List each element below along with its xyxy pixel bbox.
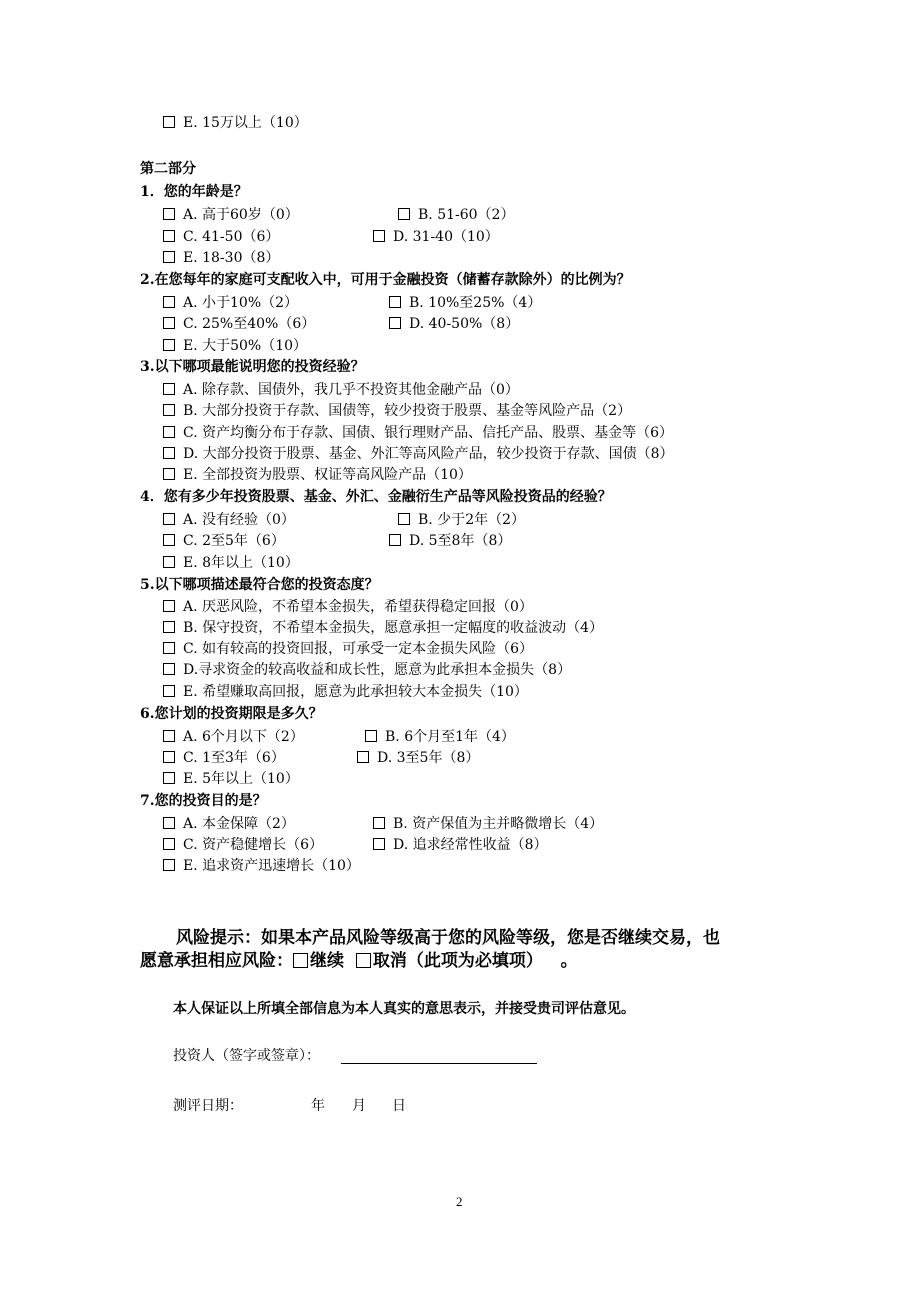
cancel-option[interactable]: 取消（此项为必填项） — [356, 951, 543, 971]
risk-notice-line1: 风险提示：如果本产品风险等级高于您的风险等级，您是否继续交易，也 — [176, 928, 720, 948]
question-6-title: 6.您计划的投资期限是多久？ — [140, 706, 323, 722]
checkbox[interactable] — [365, 730, 377, 742]
q1-option-d[interactable]: D. 31-40（10） — [373, 229, 499, 245]
checkbox[interactable] — [163, 621, 175, 633]
question-3-title: 3.以下哪项最能说明您的投资经验？ — [140, 359, 365, 375]
q3-option-d[interactable]: D. 大部分投资于股票、基金、外汇等高风险产品，较少投资于存款、国债（8） — [163, 446, 674, 462]
date-year: 年 — [311, 1098, 325, 1114]
checkbox[interactable] — [163, 534, 175, 546]
checkbox[interactable] — [163, 600, 175, 612]
checkbox[interactable] — [163, 251, 175, 263]
q2-option-e[interactable]: E. 大于50%（10） — [163, 338, 307, 354]
question-7-title: 7.您的投资目的是？ — [140, 793, 267, 809]
checkbox[interactable] — [163, 730, 175, 742]
checkbox[interactable] — [293, 953, 308, 968]
q6-option-b[interactable]: B. 6个月至1年（4） — [365, 729, 515, 745]
q3-option-e[interactable]: E. 全部投资为股票、权证等高风险产品（10） — [163, 467, 472, 483]
checkbox[interactable] — [357, 751, 369, 763]
checkbox[interactable] — [356, 953, 371, 968]
checkbox[interactable] — [163, 383, 175, 395]
checkbox[interactable] — [389, 317, 401, 329]
q4-option-a[interactable]: A. 没有经验（0） — [163, 512, 295, 528]
risk-notice-prefix: 愿意承担相应风险： — [140, 951, 293, 971]
signature-label: 投资人（签字或签章）： — [173, 1048, 320, 1064]
q5-option-c[interactable]: C. 如有较高的投资回报，可承受一定本金损失风险（6） — [163, 641, 533, 657]
question-2-title: 2.在您每年的家庭可支配收入中，可用于金融投资（储蓄存款除外）的比例为？ — [140, 272, 631, 288]
date-day: 日 — [392, 1098, 406, 1114]
checkbox[interactable] — [163, 404, 175, 416]
q4-option-e[interactable]: E. 8年以上（10） — [163, 555, 299, 571]
checkbox[interactable] — [163, 751, 175, 763]
q2-option-a[interactable]: A. 小于10%（2） — [163, 295, 298, 311]
q4-option-d[interactable]: D. 5至8年（8） — [389, 533, 511, 549]
checkbox[interactable] — [163, 426, 175, 438]
checkbox[interactable] — [163, 468, 175, 480]
checkbox[interactable] — [163, 838, 175, 850]
page-number: 2 — [456, 1194, 463, 1209]
option-e-income[interactable]: E. 15万以上（10） — [163, 115, 308, 131]
pledge-statement: 本人保证以上所填全部信息为本人真实的意思表示，并接受贵司评估意见。 — [173, 1001, 635, 1017]
checkbox[interactable] — [373, 838, 385, 850]
question-5-title: 5.以下哪项描述最符合您的投资态度？ — [140, 577, 379, 593]
q1-option-a[interactable]: A. 高于60岁（0） — [163, 207, 299, 223]
checkbox[interactable] — [163, 772, 175, 784]
date-month: 月 — [352, 1098, 366, 1114]
q1-option-e[interactable]: E. 18-30（8） — [163, 250, 279, 266]
checkbox[interactable] — [163, 296, 175, 308]
checkbox[interactable] — [398, 513, 410, 525]
risk-notice-suffix: 。 — [560, 951, 578, 971]
q7-option-a[interactable]: A. 本金保障（2） — [163, 816, 295, 832]
q7-option-e[interactable]: E. 追求资产迅速增长（10） — [163, 858, 360, 874]
q1-option-b[interactable]: B. 51-60（2） — [398, 207, 514, 223]
date-label: 测评日期： — [173, 1098, 243, 1114]
question-1-title: 1．您的年龄是？ — [140, 184, 248, 200]
q1-option-c[interactable]: C. 41-50（6） — [163, 229, 279, 245]
q7-option-b[interactable]: B. 资产保值为主并略微增长（4） — [373, 816, 603, 832]
q2-option-d[interactable]: D. 40-50%（8） — [389, 316, 519, 332]
q4-option-c[interactable]: C. 2至5年（6） — [163, 533, 285, 549]
q6-option-c[interactable]: C. 1至3年（6） — [163, 750, 285, 766]
checkbox[interactable] — [163, 116, 175, 128]
q5-option-b[interactable]: B. 保守投资，不希望本金损失，愿意承担一定幅度的收益波动（4） — [163, 620, 603, 636]
checkbox[interactable] — [163, 556, 175, 568]
checkbox[interactable] — [163, 513, 175, 525]
question-4-title: 4．您有多少年投资股票、基金、外汇、金融衍生产品等风险投资品的经验？ — [140, 489, 612, 505]
risk-notice-line2 — [140, 951, 578, 971]
q7-option-d[interactable]: D. 追求经常性收益（8） — [373, 837, 548, 853]
signature-field[interactable] — [341, 1063, 537, 1064]
checkbox[interactable] — [163, 339, 175, 351]
checkbox[interactable] — [163, 230, 175, 242]
checkbox[interactable] — [373, 230, 385, 242]
q4-option-b[interactable]: B. 少于2年（2） — [398, 512, 525, 528]
checkbox[interactable] — [398, 208, 410, 220]
checkbox[interactable] — [163, 317, 175, 329]
checkbox[interactable] — [373, 817, 385, 829]
checkbox[interactable] — [163, 642, 175, 654]
q5-option-a[interactable]: A. 厌恶风险，不希望本金损失，希望获得稳定回报（0） — [163, 599, 533, 615]
q2-option-b[interactable]: B. 10%至25%（4） — [389, 295, 541, 311]
checkbox[interactable] — [163, 817, 175, 829]
q6-option-e[interactable]: E. 5年以上（10） — [163, 771, 299, 787]
q3-option-c[interactable]: C. 资产均衡分布于存款、国债、银行理财产品、信托产品、股票、基金等（6） — [163, 425, 673, 441]
checkbox[interactable] — [163, 208, 175, 220]
checkbox[interactable] — [163, 663, 175, 675]
checkbox[interactable] — [389, 296, 401, 308]
q3-option-a[interactable]: A. 除存款、国债外，我几乎不投资其他金融产品（0） — [163, 382, 519, 398]
q6-option-d[interactable]: D. 3至5年（8） — [357, 750, 479, 766]
q2-option-c[interactable]: C. 25%至40%（6） — [163, 316, 315, 332]
checkbox[interactable] — [389, 534, 401, 546]
q5-option-e[interactable]: E. 希望赚取高回报，愿意为此承担较大本金损失（10） — [163, 684, 528, 700]
q6-option-a[interactable]: A. 6个月以下（2） — [163, 729, 304, 745]
q3-option-b[interactable]: B. 大部分投资于存款、国债等，较少投资于股票、基金等风险产品（2） — [163, 403, 631, 419]
section-title: 第二部分 — [140, 161, 196, 177]
q5-option-d[interactable]: D.寻求资金的较高收益和成长性，愿意为此承担本金损失（8） — [163, 662, 571, 678]
continue-option[interactable]: 继续 — [293, 951, 344, 971]
q7-option-c[interactable]: C. 资产稳健增长（6） — [163, 837, 323, 853]
checkbox[interactable] — [163, 447, 175, 459]
checkbox[interactable] — [163, 859, 175, 871]
checkbox[interactable] — [163, 685, 175, 697]
